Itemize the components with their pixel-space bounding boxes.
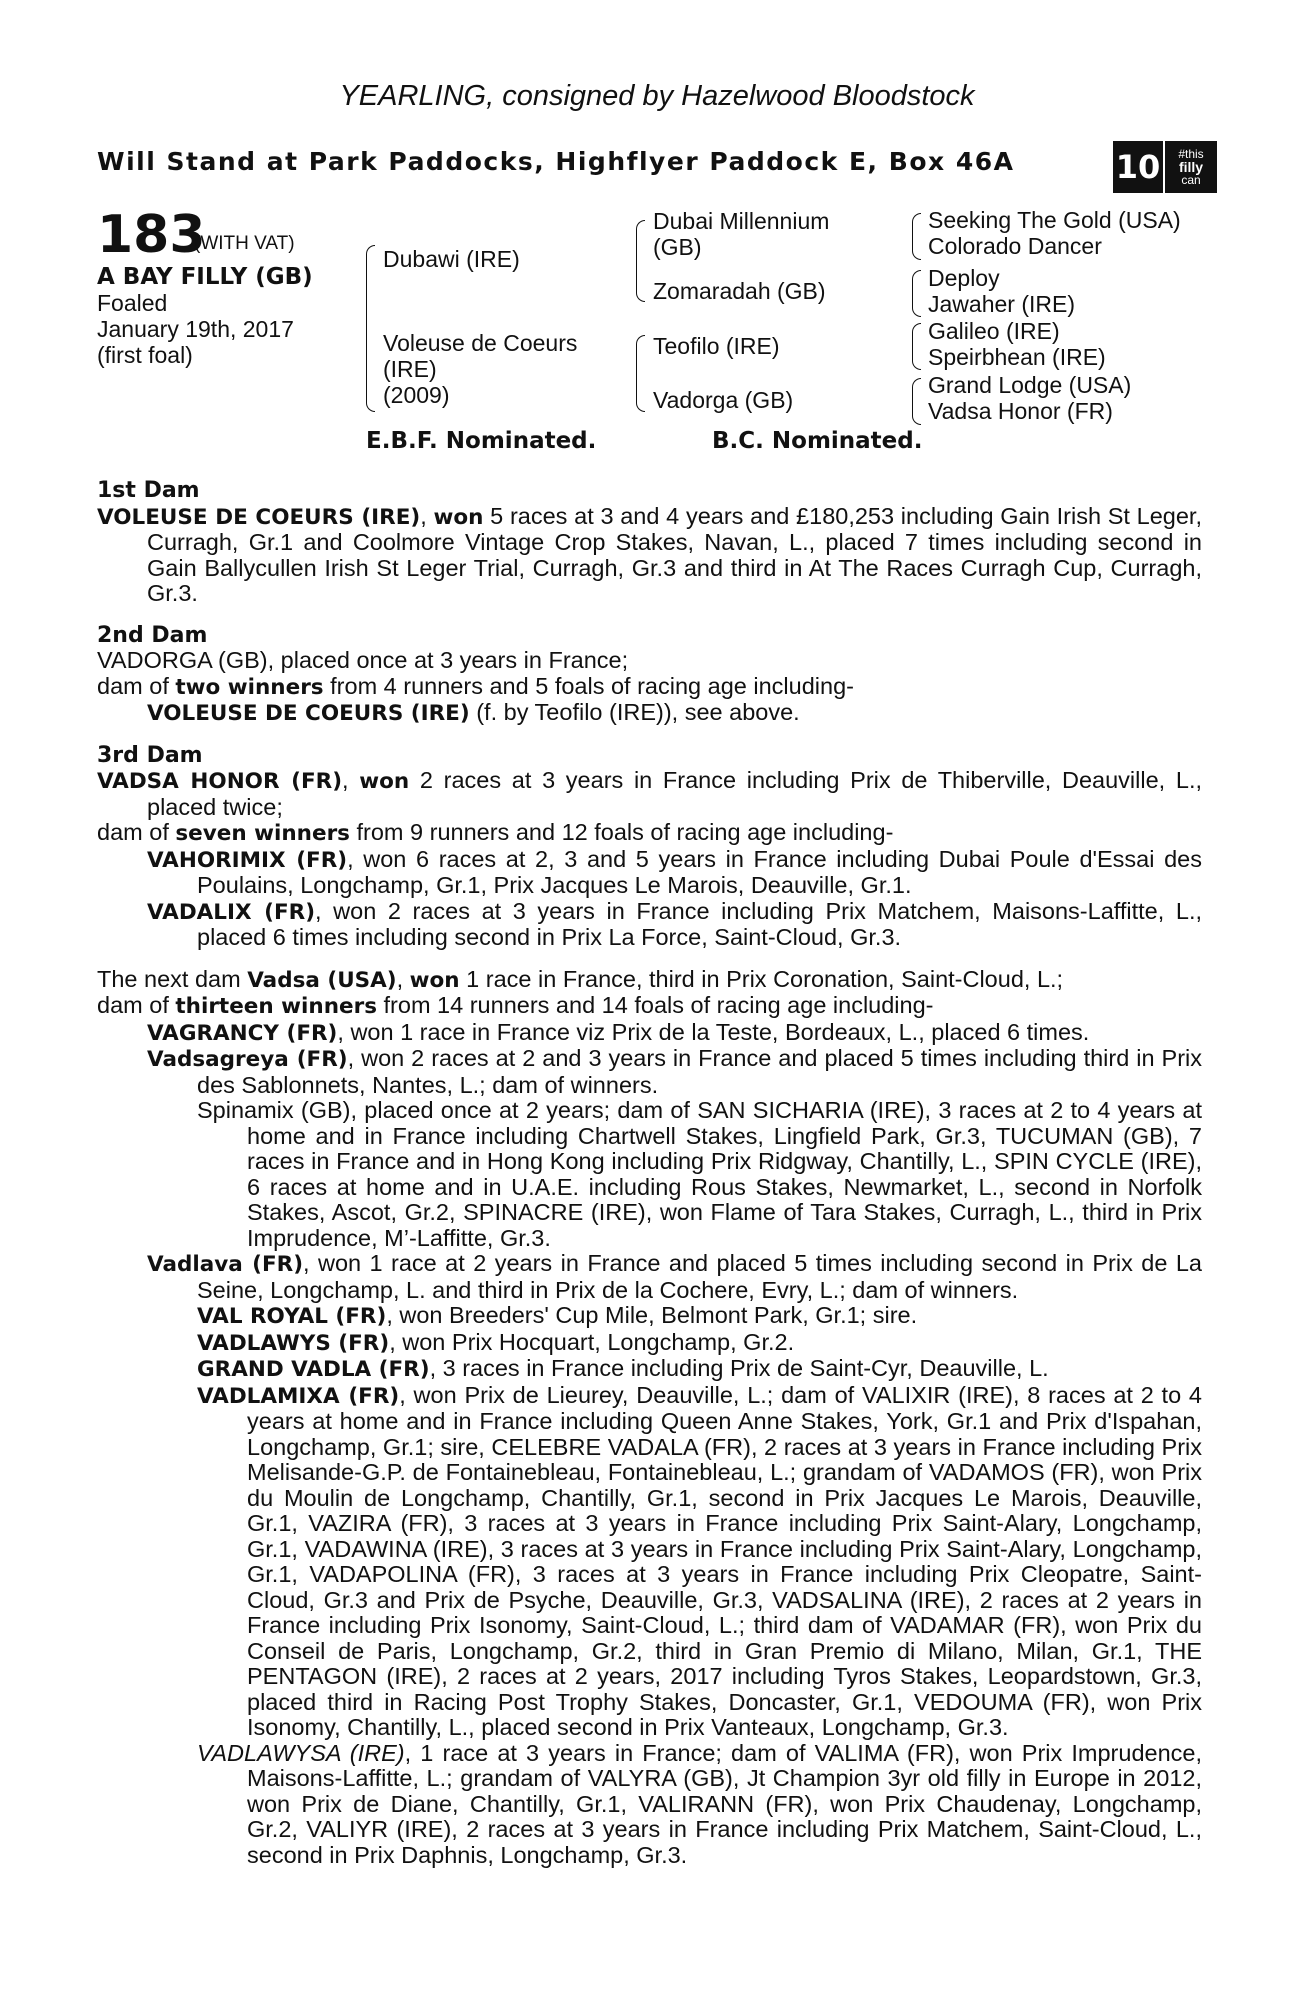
produce-text: (f. by Teofilo (IRE)), see above.	[476, 699, 800, 725]
pedigree-bracket-g2	[912, 270, 921, 317]
second-dam-produce	[97, 700, 1202, 727]
spinamix-entry: Spinamix (GB), placed once at 2 years; dam of SAN SICHARIA (IRE), 3 races at 2 to 4 years at home and in France including Chartwell Stakes, Lingfield Park, Gr.3, TUCUMAN (GB), 7 races in France and in Hong Kong including Prix Ridgway, Chantilly, L., SPIN CYCLE (IRE), 6 races at home and in U.A.E. including Rous Stakes, Newmarket, L., second in Norfolk Stakes, Ascot, Gr.2, SPINACRE (IRE), won Flame of Tara Stakes, Curragh, L., third in Prix Imprudence, M’-Laffitte, Gr.3.	[197, 1097, 1202, 1251]
next-dam-label: The next dam	[97, 965, 241, 992]
vahorimix-name: VAHORIMIX (FR)	[147, 847, 348, 873]
val-royal-name: VAL ROYAL (FR)	[197, 1304, 387, 1329]
next-dam-name: Vadsa (USA)	[247, 967, 397, 993]
winners-count: two winners	[175, 674, 324, 700]
first-dam-won: won	[433, 504, 484, 530]
third-dam-section	[97, 743, 1202, 951]
vadalix-name: VADALIX (FR)	[147, 899, 316, 925]
grand-vadla-text: , 3 races in France including Prix de Saint-Cyr, Deauville, L.	[429, 1355, 1049, 1381]
first-dam-title: 1st Dam	[97, 478, 200, 503]
next-dam-section	[97, 967, 1202, 1869]
catalogue-body	[97, 478, 1202, 1884]
dam-name-line2: (IRE)	[383, 356, 437, 382]
vadlamixa-name: VADLAMIXA (FR)	[197, 1383, 400, 1409]
val-royal-entry	[197, 1303, 1202, 1330]
third-dam-produce-summary	[97, 820, 1202, 847]
vadlava-entry	[97, 1251, 1202, 1303]
page-heading: YEARLING, consigned by Hazelwood Bloodstock	[339, 80, 975, 112]
val-royal-text: , won Breeders' Cup Mile, Belmont Park, Gr.1; sire.	[386, 1302, 918, 1328]
sire-sire-line2: (GB)	[653, 234, 702, 260]
vadlawysa-text: , 1 race at 3 years in France; dam of VALIMA (FR), won Prix Imprudence, Maisons-Laffitte, L.; grandam of VALYRA (GB), Jt Champion 3yr old filly in Europe in 2012, won Prix de Diane, Chantilly, Gr.1, VALIRANN (FR), won Prix Chaudenay, Longchamp, Gr.2, VALIYR (IRE), 2 races at 3 years in France including Prix Matchem, Saint-Cloud, L., second in Prix Daphnis, Longchamp, Gr.3.	[247, 1739, 1203, 1868]
ebf-nominated: E.B.F. Nominated.	[366, 428, 597, 454]
next-dam-text: 1 race in France, third in Prix Coronation, Saint-Cloud, L.;	[466, 965, 1064, 992]
pedigree-bracket-dam	[636, 335, 645, 412]
dam-sire: Teofilo (IRE)	[653, 333, 780, 359]
winners-count: thirteen winners	[175, 994, 377, 1019]
next-dam-won: won	[409, 967, 460, 993]
first-dam-paragraph: VOLEUSE DE COEURS (IRE), won 5 races at 3 and 4 years and £180,253 including Gain Irish St Leger, Curragh, Gr.1 and Coolmore Vintage Crop Stakes, Navan, L., placed 7 times including second in Gain Ballycullen Irish St Leger Trial, Curragh, Gr.3 and third in At The Races Curragh Cup, Curragh, Gr.3.	[97, 502, 1202, 606]
third-dam-paragraph: VADSA HONOR (FR), won 2 races at 3 years in France including Prix de Thiberville, Deauville, L., placed twice;	[97, 767, 1202, 820]
vadlawys-name: VADLAWYS (FR)	[197, 1330, 390, 1356]
dam-of-label: dam of	[97, 819, 169, 845]
third-dam-text: 2 races at 3 years in France including Prix de Thiberville, Deauville, L., placed twice;	[147, 767, 1202, 820]
vadlawysa-name: VADLAWYSA (IRE)	[197, 1739, 405, 1766]
foaled-label: Foaled	[97, 290, 168, 316]
vat-note: (WITH VAT)	[194, 233, 295, 254]
dam-of-label: dam of	[97, 672, 169, 699]
this-filly-can-badge	[1113, 141, 1217, 193]
vadlamixa-text: , won Prix de Lieurey, Deauville, L.; dam of VALIXIR (IRE), 8 races at 2 to 4 years at home and in France including Queen Anne Stakes, York, Gr.1 and Prix d'Ispahan, Longchamp, Gr.1; sire, CELEBRE VADALA (FR), 2 races at 3 years in France including Prix Melisande-G.P. de Fontainebleau, Fontainebleau, L.; grandam of VADAMOS (FR), won Prix du Moulin de Longchamp, Chantilly, Gr.1, second in Prix Jacques Le Marois, Deauville, Gr.1, VAZIRA (FR), 3 races at 3 years in France including Prix Saint-Alary, Longchamp, Gr.1, VADAWINA (IRE), 3 races at 3 years in France including Prix Saint-Alary, Longchamp, Gr.1, VADAPOLINA (FR), 3 races at 3 years in France including Prix Cleopatre, Saint-Cloud, Gr.3 and Prix de Psyche, Deauville, Gr.3, VADSALINA (IRE), 2 races at 2 years in France including Prix Isonomy, Saint-Cloud, L.; third dam of VADAMAR (FR), won Prix du Conseil de Paris, Longchamp, Gr.2, third in Gran Premio di Milano, Milan, Gr.1, THE PENTAGON (IRE), 2 races at 2 years, 2017 including Tyros Stakes, Leopardstown, Gr.3, placed third in Racing Post Trophy Stakes, Doncaster, Gr.1, VEDOUMA (FR), won Prix Isonomy, Chantilly, L., placed second in Prix Vanteaux, Longchamp, Gr.3.	[247, 1381, 1203, 1740]
grandsire-6: Speirbhean (IRE)	[928, 344, 1106, 370]
third-dam-title: 3rd Dam	[97, 742, 203, 768]
pedigree-bracket-g3	[912, 323, 921, 370]
dam-of-label: dam of	[97, 992, 169, 1018]
vadlawys-text: , won Prix Hocquart, Longchamp, Gr.2.	[389, 1328, 795, 1355]
first-dam-name: VOLEUSE DE COEURS (IRE)	[97, 504, 421, 530]
vahorimix-entry	[97, 847, 1202, 899]
third-dam-name: VADSA HONOR (FR)	[97, 769, 343, 794]
third-dam-won: won	[359, 769, 410, 794]
produce-name: VOLEUSE DE COEURS (IRE)	[147, 701, 470, 726]
runners-summary: from 14 runners and 14 foals of racing age including-	[383, 992, 934, 1018]
foaled-date: January 19th, 2017	[97, 316, 294, 342]
vadlawysa-entry	[197, 1741, 1202, 1869]
winners-count: seven winners	[175, 821, 350, 846]
grandsire-8: Vadsa Honor (FR)	[928, 398, 1113, 424]
sire-dam: Zomaradah (GB)	[653, 278, 826, 304]
grandsire-3: Deploy	[928, 265, 1000, 291]
grandsire-1: Seeking The Gold (USA)	[928, 207, 1181, 233]
vadlava-name: Vadlava (FR)	[147, 1252, 304, 1277]
runners-summary: from 9 runners and 12 foals of racing age including-	[356, 819, 894, 845]
second-dam-title: 2nd Dam	[97, 622, 208, 648]
vadalix-entry	[97, 899, 1202, 951]
second-dam-section	[97, 623, 1202, 727]
vadlamixa-entry	[197, 1383, 1202, 1741]
second-dam-line: VADORGA (GB), placed once at 3 years in France;	[97, 647, 629, 673]
vagrancy-entry	[97, 1020, 1202, 1047]
lot-description: A BAY FILLY (GB)	[97, 264, 313, 290]
vadalix-text: , won 2 races at 3 years in France including Prix Matchem, Maisons-Laffitte, L., placed 6 times including second in Prix La Force, Saint-Cloud, Gr.3.	[197, 897, 1202, 950]
vahorimix-text: , won 6 races at 2, 3 and 5 years in France including Dubai Poule d'Essai des Poulains, Longchamp, Gr.1, Prix Jacques Le Marois, Deauville, Gr.1.	[197, 845, 1202, 898]
grandsire-5: Galileo (IRE)	[928, 318, 1060, 344]
first-foal-note: (first foal)	[97, 342, 193, 368]
badge-number: 10	[1113, 141, 1163, 193]
bc-nominated: B.C. Nominated.	[712, 428, 923, 454]
vadlava-text: , won 1 race at 2 years in France and placed 5 times including second in Prix de La Seine, Longchamp, L. and third in Prix de la Cochere, Evry, L.; dam of winners.	[197, 1250, 1202, 1303]
vadsagreya-name: Vadsagreya (FR)	[147, 1047, 348, 1072]
location-line: Will Stand at Park Paddocks, Highflyer Paddock E, Box 46A	[97, 147, 1015, 176]
grand-vadla-entry	[197, 1356, 1202, 1383]
badge-line3: can	[1181, 172, 1201, 187]
first-dam-text: 5 races at 3 and 4 years and £180,253 including Gain Irish St Leger, Curragh, Gr.1 and Coolmore Vintage Crop Stakes, Navan, L., placed 7 times including second in Gain Ballycullen Irish St Leger Trial, Curragh, Gr.3 and third in At The Races Curragh Cup, Curragh, Gr.3.	[147, 502, 1202, 606]
dam-name-line1: Voleuse de Coeurs	[383, 330, 578, 356]
sire-name: Dubawi (IRE)	[383, 246, 520, 272]
vagrancy-text: , won 1 race in France viz Prix de la Teste, Bordeaux, L., placed 6 times.	[337, 1018, 1090, 1045]
second-dam-produce-summary	[97, 674, 1202, 701]
vadsagreya-entry	[97, 1046, 1202, 1098]
vadsagreya-text: , won 2 races at 2 and 3 years in France and placed 5 times including third in Prix des Sablonnets, Nantes, L.; dam of winners.	[197, 1045, 1202, 1098]
badge-line1: #this	[1178, 146, 1204, 161]
badge-line2: filly	[1178, 158, 1204, 175]
pedigree-bracket-gen1	[366, 245, 375, 412]
lot-number: 183	[97, 205, 206, 265]
vagrancy-name: VAGRANCY (FR)	[147, 1020, 338, 1046]
next-dam-produce-summary	[97, 993, 1202, 1020]
grandsire-2: Colorado Dancer	[928, 233, 1102, 259]
next-dam-line: The next dam Vadsa (USA), won 1 race in France, third in Prix Coronation, Saint-Cloud, L.;	[97, 965, 1064, 993]
dam-foaled-year: (2009)	[383, 382, 450, 408]
grand-vadla-name: GRAND VADLA (FR)	[197, 1357, 430, 1382]
sire-sire-line1: Dubai Millennium	[653, 208, 830, 234]
badge-text	[1165, 141, 1217, 193]
runners-summary: from 4 runners and 5 foals of racing age including-	[330, 672, 854, 699]
grandsire-7: Grand Lodge (USA)	[928, 372, 1132, 398]
dam-dam: Vadorga (GB)	[653, 387, 794, 413]
pedigree-bracket-g4	[912, 378, 921, 425]
grandsire-4: Jawaher (IRE)	[928, 291, 1075, 317]
first-dam-section	[97, 478, 1202, 607]
pedigree-bracket-sire	[636, 220, 645, 302]
pedigree-bracket-g1	[912, 213, 921, 260]
vadlawys-entry	[197, 1330, 1202, 1357]
